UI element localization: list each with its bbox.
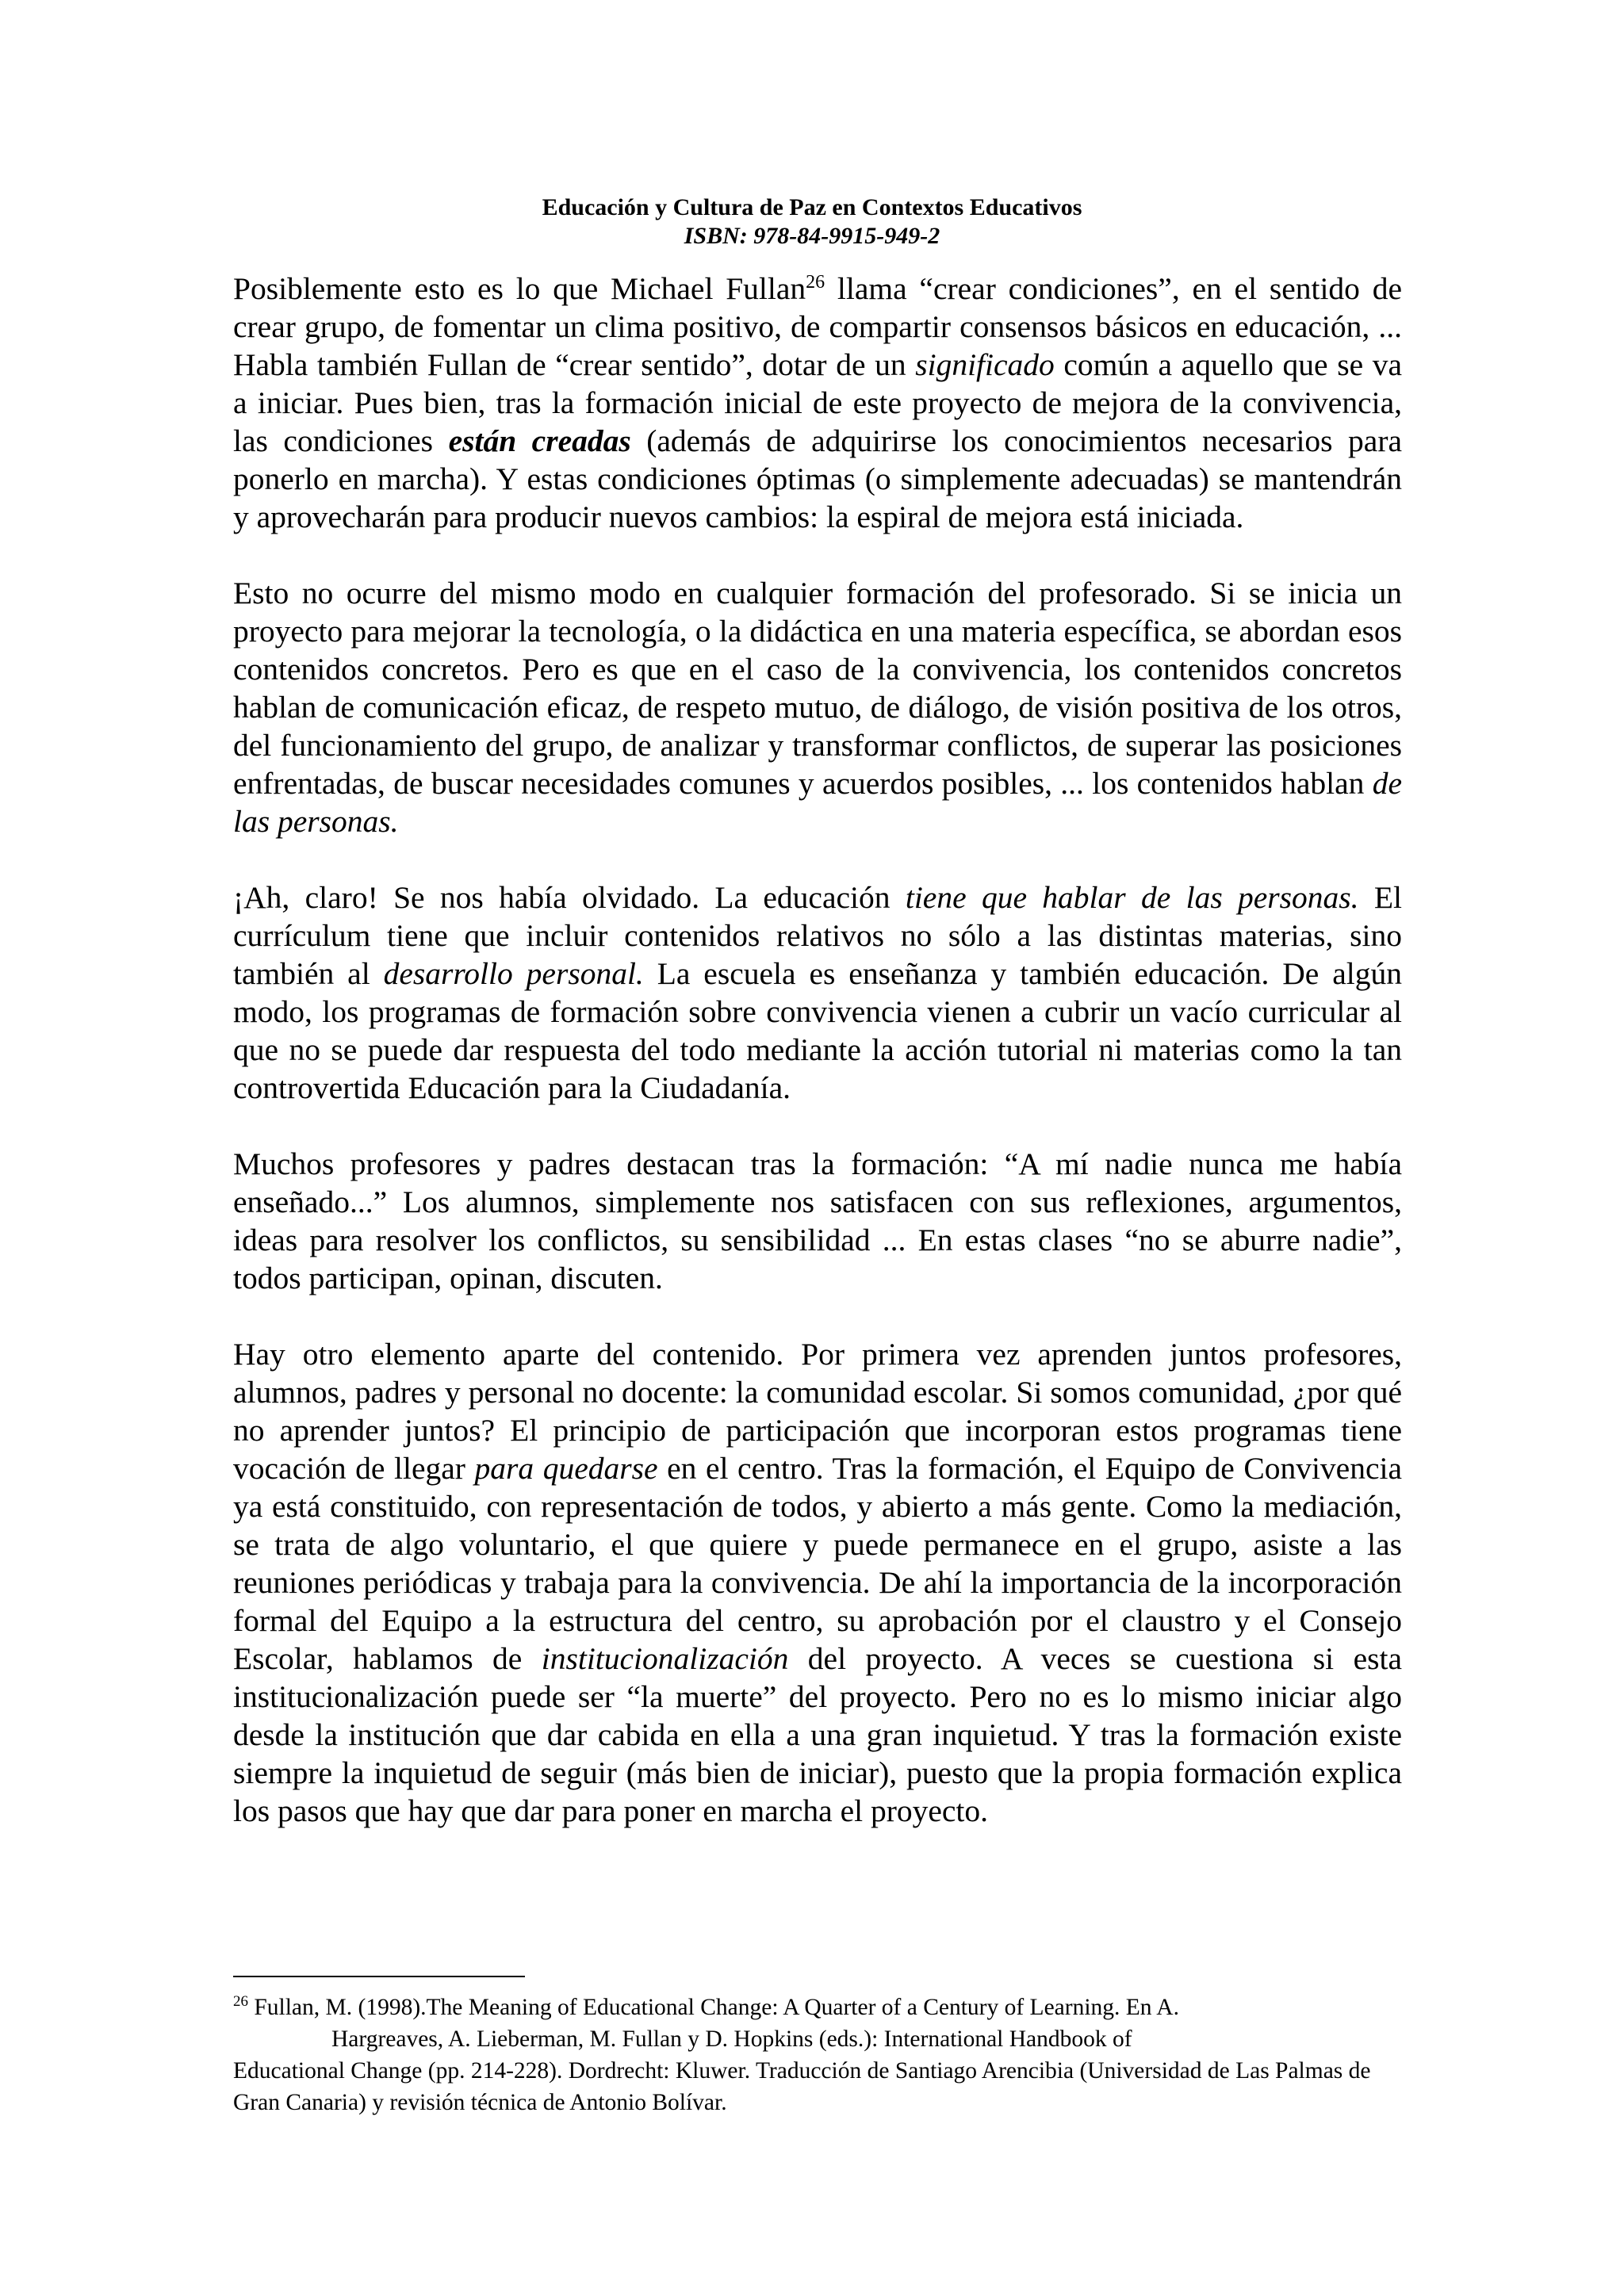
footnote-line-2: Hargreaves, A. Lieberman, M. Fullan y D. Hopkins (eds.): International Handbook of bbox=[331, 2026, 1132, 2052]
paragraph-4: Muchos profesores y padres destacan tras la formación: “A mí nadie nunca me había enseñado...” Los alumnos, simplemente nos satisfacen con sus reflexiones, argumentos, ideas para resolver los conflictos, su sensibilidad ... En estas clases “no se aburre nadie”, todos participan, opinan, discuten. bbox=[233, 1146, 1402, 1295]
footnote-line-1: $^{26}$ Fullan, M. (1998).The Meaning of Educational Change: A Quarter of a Century of Learning. En A. bbox=[233, 1993, 1179, 2020]
footnote-line-3: Educational Change (pp. 214-228). Dordrecht: Kluwer. Traducción de Santiago Arencibia (Universidad de Las Palmas de Gran Canaria) y revisión técnica de Antonio Bolívar. bbox=[233, 2058, 1371, 2115]
paragraph-5: Hay otro elemento aparte del contenido. Por primera vez aprenden juntos profesores, alumnos, padres y personal no docente: la comunidad escolar. Si somos comunidad, ¿por qué no aprender juntos? El principio de participación que incorporan estos programas tiene vocación de llegar para quedarse en el centro. Tras la formación, el Equipo de Convivencia ya está constituido, con representación de todos, y abierto a más gente. Como la mediación, se trata de algo voluntario, el que quiere y puede permanece en el grupo, asiste a las reuniones periódicas y trabaja para la convivencia. De ahí la importancia de la incorporación formal del Equipo a la estructura del centro, su aprobación por el claustro y el Consejo Escolar, hablamos de institucionalización del proyecto. A veces se cuestiona si esta institucionalización puede ser “la muerte” del proyecto. Pero no es lo mismo iniciar algo desde la institución que dar cabida en ella a una gran inquietud. Y tras la formación existe siempre la inquietud de seguir (más bien de iniciar), puesto que la propia formación explica los pasos que hay que dar para poner en marcha el proyecto. bbox=[233, 1337, 1402, 1828]
footnote-reference[interactable]: 26 bbox=[806, 271, 825, 293]
page-header bbox=[0, 193, 1624, 251]
body-text bbox=[233, 270, 1402, 1830]
paragraph-2: Esto no ocurre del mismo modo en cualquier formación del profesorado. Si se inicia un proyecto para mejorar la tecnología, o la didáctica en una materia específica, se abordan esos contenidos concretos. Pero es que en el caso de la convivencia, los contenidos concretos hablan de comunicación eficaz, de respeto mutuo, de diálogo, de visión positiva de los otros, del funcionamiento del grupo, de analizar y transformar conflictos, de superar las posiciones enfrentadas, de buscar necesidades comunes y acuerdos posibles, ... los contenidos hablan de las personas. bbox=[233, 576, 1402, 839]
footnote bbox=[233, 1992, 1402, 2118]
footnote-separator bbox=[233, 1976, 525, 1977]
footnote-mark: 26 bbox=[233, 1993, 248, 2011]
paragraph-3: ¡Ah, claro! Se nos había olvidado. La educación tiene que hablar de las personas. El currículum tiene que incluir contenidos relativos no sólo a las distintas materias, sino también al desarrollo personal. La escuela es enseñanza y también educación. De algún modo, los programas de formación sobre convivencia vienen a cubrir un vacío curricular al que no se puede dar respuesta del todo mediante la acción tutorial ni materias como la tan controvertida Educación para la Ciudadanía. bbox=[233, 880, 1402, 1105]
paragraph-1: Posiblemente esto es lo que Michael Fullan$^{26}$ llama “crear condiciones”, en el sentido de crear grupo, de fomentar un clima positivo, de compartir consensos básicos en educación, ... Habla también Fullan de “crear sentido”, dotar de un significado común a aquello que se va a iniciar. Pues bien, tras la formación inicial de este proyecto de mejora de la convivencia, las condiciones están creadas (además de adquirirse los conocimientos necesarios para ponerlo en marcha). Y estas condiciones óptimas (o simplemente adecuadas) se mantendrán y aprovecharán para producir nuevos cambios: la espiral de mejora está iniciada. bbox=[233, 271, 1403, 534]
isbn-line: ISBN: 978-84-9915-949-2 bbox=[684, 223, 940, 249]
book-title: Educación y Cultura de Paz en Contextos Educativos bbox=[542, 194, 1082, 220]
